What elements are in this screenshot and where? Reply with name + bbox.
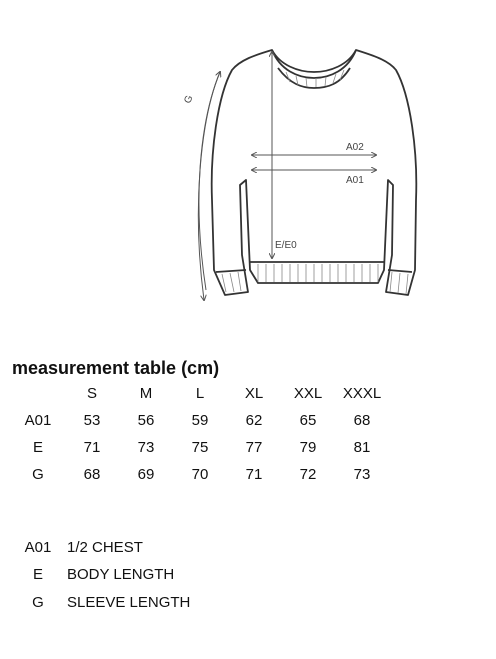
legend-text-chest: 1/2 CHEST [67,539,143,556]
table-title: measurement table (cm) [12,358,220,378]
table-cell: 68 [353,412,371,429]
sweatshirt-diagram [0,0,496,320]
sweatshirt-outline [212,50,417,295]
label-a01: A01 [346,175,364,186]
table-cell: 56 [137,412,155,429]
table-cell: 62 [245,412,263,429]
legend-text-sleeve-length: SLEEVE LENGTH [67,594,191,611]
label-e: E/E0 [275,240,297,251]
table-cell: 53 [83,412,101,429]
table-cell: 69 [137,466,155,483]
size-header-l: L [195,385,205,402]
size-header-xxxl: XXXL [342,385,382,402]
legend-code-g: G [32,594,44,611]
table-cell: 71 [83,439,101,456]
table-cell: 71 [245,466,263,483]
table-cell: 79 [299,439,317,456]
row-label-g: G [32,466,44,483]
table-cell: 73 [137,439,155,456]
table-cell: 68 [83,466,101,483]
table-cell: 81 [353,439,371,456]
table-cell: 59 [191,412,209,429]
size-header-xl: XL [244,385,264,402]
table-cell: 77 [245,439,263,456]
size-header-s: S [86,385,97,402]
row-label-e: E [32,439,43,456]
label-g: G [182,93,196,106]
size-header-xxl: XXL [293,385,323,402]
table-cell: 75 [191,439,209,456]
size-header-m: M [139,385,153,402]
table-cell: 70 [191,466,209,483]
table-cell: 73 [353,466,371,483]
row-label-a01: A01 [24,412,52,429]
legend-text-body-length: BODY LENGTH [67,566,175,583]
legend-code-a01: A01 [24,539,52,556]
label-a02: A02 [346,142,364,153]
table-cell: 72 [299,466,317,483]
legend-code-e: E [32,566,43,583]
table-cell: 65 [299,412,317,429]
